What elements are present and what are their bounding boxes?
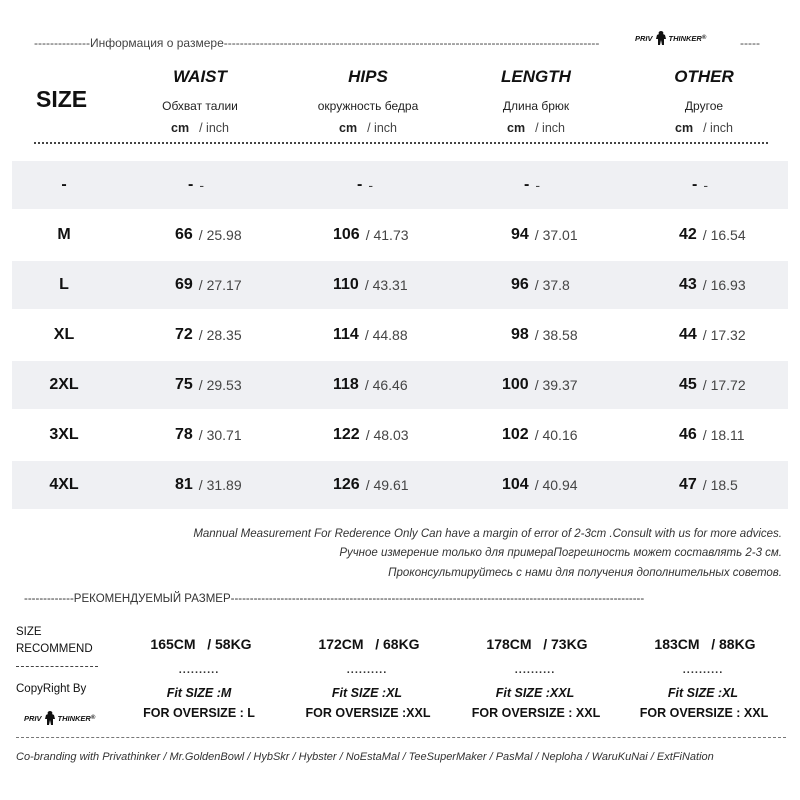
unit-cm: cm: [339, 121, 358, 135]
inch-value: / 28.35: [198, 327, 242, 343]
inch-value: / 16.93: [702, 277, 746, 293]
inch-value: -: [199, 177, 204, 193]
height-weight: [625, 636, 785, 652]
fit-size: Fit SIZE :M: [166, 686, 232, 700]
inch-value: / 40.94: [534, 477, 578, 493]
fit-size: Fit SIZE :XL: [667, 686, 739, 700]
length-cell: [524, 161, 540, 209]
table-row: [12, 161, 788, 209]
cm-value: 45: [679, 376, 697, 393]
other-cell: [679, 361, 746, 409]
cm-value: 66: [175, 226, 193, 243]
other-cell: [692, 161, 708, 209]
cm-value: 46: [679, 426, 697, 443]
inch-value: / 37.8: [534, 277, 570, 293]
oversize: FOR OVERSIZE : XXL: [471, 706, 601, 720]
other-cell: [679, 261, 746, 309]
inch-value: / 27.17: [198, 277, 242, 293]
unit-inch: / inch: [703, 121, 733, 135]
brand-name-right: THINKER: [57, 713, 91, 723]
inch-value: / 43.31: [364, 277, 408, 293]
cm-value: 106: [333, 226, 360, 243]
inch-value: / 40.16: [534, 427, 578, 443]
fit-size: Fit SIZE :XL: [331, 686, 403, 700]
table-row: [12, 411, 788, 459]
row-size: -: [61, 176, 67, 193]
hips-cell: [333, 461, 409, 509]
cm-value: 110: [333, 276, 359, 293]
other-unit: [619, 121, 789, 135]
height-value: 172CM: [318, 636, 364, 652]
measurement-note-en: Mannual Measurement For Rederence Only Can have a margin of error of 2-3cm .Consult with us for more advices.: [193, 528, 782, 540]
table-row: [12, 261, 788, 309]
other-title: OTHER: [674, 67, 734, 86]
cm-value: 100: [502, 376, 529, 393]
inch-value: -: [535, 177, 540, 193]
waist-cell: [175, 311, 242, 359]
inch-value: / 49.61: [365, 477, 409, 493]
hips-subtitle: окружность бедра: [317, 99, 419, 113]
size-recommend-line-2: RECOMMEND: [16, 643, 93, 655]
cm-value: 69: [175, 276, 193, 293]
cobranding-text: Co-branding with Privathinker / Mr.GoldenBowl / HybSkr / Hybster / NoEstaMal / TeeSuperMaker / PasMal / Neploha / WaruKuNai / ExtFiNation: [16, 751, 714, 763]
rec-dots: ..........: [346, 664, 388, 676]
hips-cell: [333, 411, 409, 459]
table-row: [12, 311, 788, 359]
hips-unit: [283, 121, 453, 135]
other-cell: [679, 411, 745, 459]
header-dotted-divider: [34, 142, 768, 144]
cm-value: 75: [175, 376, 193, 393]
hips-cell: [333, 361, 408, 409]
rec-dots: ..........: [514, 664, 556, 676]
inch-value: / 18.5: [702, 477, 738, 493]
waist-title: WAIST: [173, 67, 227, 86]
inch-value: -: [368, 177, 373, 193]
unit-cm: cm: [171, 121, 190, 135]
length-unit: [451, 121, 621, 135]
cm-value: -: [692, 176, 698, 193]
hips-cell: [333, 211, 409, 259]
waist-subtitle: Обхват талии: [162, 99, 238, 113]
cm-value: 104: [502, 476, 529, 493]
hips-cell: [333, 311, 408, 359]
cm-value: 102: [502, 426, 529, 443]
length-title: LENGTH: [501, 67, 571, 86]
size-column-title: SIZE: [36, 86, 88, 112]
cm-value: -: [188, 176, 194, 193]
cm-value: 47: [679, 476, 697, 493]
label-divider: [16, 666, 98, 667]
inch-value: / 44.88: [364, 327, 408, 343]
brand-logo-bottom: [24, 710, 95, 726]
footer-divider: [16, 737, 786, 738]
cm-value: 43: [679, 276, 697, 293]
height-weight: [289, 636, 449, 652]
weight-value: / 88KG: [711, 636, 756, 652]
unit-inch: / inch: [199, 121, 229, 135]
row-size: M: [57, 226, 71, 243]
inch-value: / 37.01: [534, 227, 578, 243]
other-subtitle: Другое: [684, 99, 724, 113]
waist-cell: [188, 161, 204, 209]
oversize: FOR OVERSIZE : L: [143, 706, 255, 720]
waist-cell: [175, 461, 242, 509]
hips-cell: [333, 261, 408, 309]
table-row: [12, 211, 788, 259]
oversize: FOR OVERSIZE : XXL: [639, 706, 769, 720]
size-info-header: [34, 36, 599, 50]
inch-value: / 48.03: [365, 427, 409, 443]
inch-value: / 31.89: [198, 477, 242, 493]
waist-cell: [175, 361, 242, 409]
unit-cm: cm: [507, 121, 526, 135]
length-subtitle: Длина брюк: [502, 99, 570, 113]
rec-dots: ..........: [682, 664, 724, 676]
size-recommend-line-1: SIZE: [16, 626, 42, 638]
weight-value: / 68KG: [375, 636, 420, 652]
cm-value: -: [357, 176, 363, 193]
brand-name-right: THINKER: [668, 33, 702, 43]
brand-silhouette-icon: [654, 30, 668, 46]
brand-reg-mark: ®: [701, 35, 707, 41]
inch-value: / 16.54: [702, 227, 746, 243]
cm-value: 118: [333, 376, 359, 393]
hips-cell: [357, 161, 373, 209]
cm-value: 98: [511, 326, 529, 343]
waist-cell: [175, 261, 242, 309]
cm-value: 122: [333, 426, 360, 443]
height-value: 178CM: [486, 636, 532, 652]
other-cell: [679, 311, 746, 359]
hips-title: HIPS: [348, 67, 388, 86]
weight-value: / 73KG: [543, 636, 588, 652]
length-cell: [511, 261, 570, 309]
cm-value: 78: [175, 426, 193, 443]
inch-value: / 17.32: [702, 327, 746, 343]
header-trailing-dashes: -----: [740, 36, 760, 50]
length-cell: [511, 311, 578, 359]
height-weight: [121, 636, 281, 652]
length-cell: [511, 211, 578, 259]
row-size: XL: [53, 326, 75, 343]
unit-inch: / inch: [367, 121, 397, 135]
row-size: 4XL: [49, 476, 79, 493]
cm-value: 114: [333, 326, 359, 343]
cm-value: 42: [679, 226, 697, 243]
inch-value: / 29.53: [198, 377, 242, 393]
height-value: 183CM: [654, 636, 700, 652]
height-value: 165CM: [150, 636, 196, 652]
inch-value: / 46.46: [364, 377, 408, 393]
row-size: 3XL: [49, 426, 79, 443]
inch-value: / 30.71: [198, 427, 242, 443]
inch-value: / 38.58: [534, 327, 578, 343]
inch-value: / 39.37: [534, 377, 578, 393]
other-cell: [679, 211, 746, 259]
copyright-label: CopyRight By: [16, 683, 87, 695]
cm-value: 96: [511, 276, 529, 293]
measurement-note-ru-1: Ручное измерение только для примераПогрешность может составлять 2-3 см.: [339, 547, 782, 559]
size-info-label: --------------Информация о размере----------------------------------------------------------------------------------------------: [34, 36, 600, 50]
recommend-header: -------------РЕКОМЕНДУЕМЫЙ РАЗМЕР------------------------------------------------------------------------------------------------------------: [24, 593, 645, 605]
inch-value: / 25.98: [198, 227, 242, 243]
waist-cell: [175, 211, 242, 259]
rec-dots: ..........: [178, 664, 220, 676]
measurement-note-ru-2: Проконсультируйтесь с нами для получения дополнительных советов.: [388, 567, 782, 579]
length-cell: [502, 461, 578, 509]
unit-cm: cm: [675, 121, 694, 135]
cm-value: 81: [175, 476, 193, 493]
length-cell: [502, 411, 578, 459]
brand-name-left: PRIV: [24, 713, 42, 723]
fit-size: Fit SIZE :XXL: [495, 686, 575, 700]
other-cell: [679, 461, 738, 509]
brand-name-left: PRIV: [635, 33, 653, 43]
cm-value: -: [524, 176, 530, 193]
weight-value: / 58KG: [207, 636, 252, 652]
waist-unit: [115, 121, 285, 135]
oversize: FOR OVERSIZE :XXL: [305, 706, 431, 720]
cm-value: 44: [679, 326, 697, 343]
waist-cell: [175, 411, 242, 459]
row-size: 2XL: [49, 376, 79, 393]
cm-value: 72: [175, 326, 193, 343]
inch-value: / 18.11: [702, 427, 745, 443]
inch-value: / 41.73: [365, 227, 409, 243]
height-weight: [457, 636, 617, 652]
brand-reg-mark: ®: [90, 715, 96, 721]
cm-value: 94: [511, 226, 529, 243]
inch-value: -: [703, 177, 708, 193]
row-size: L: [59, 276, 69, 293]
brand-silhouette-icon: [43, 710, 57, 726]
table-row: [12, 461, 788, 509]
size-recommend-label: [16, 624, 93, 658]
length-cell: [502, 361, 578, 409]
unit-inch: / inch: [535, 121, 565, 135]
brand-logo-top: [635, 30, 706, 46]
cm-value: 126: [333, 476, 360, 493]
inch-value: / 17.72: [702, 377, 746, 393]
table-row: [12, 361, 788, 409]
